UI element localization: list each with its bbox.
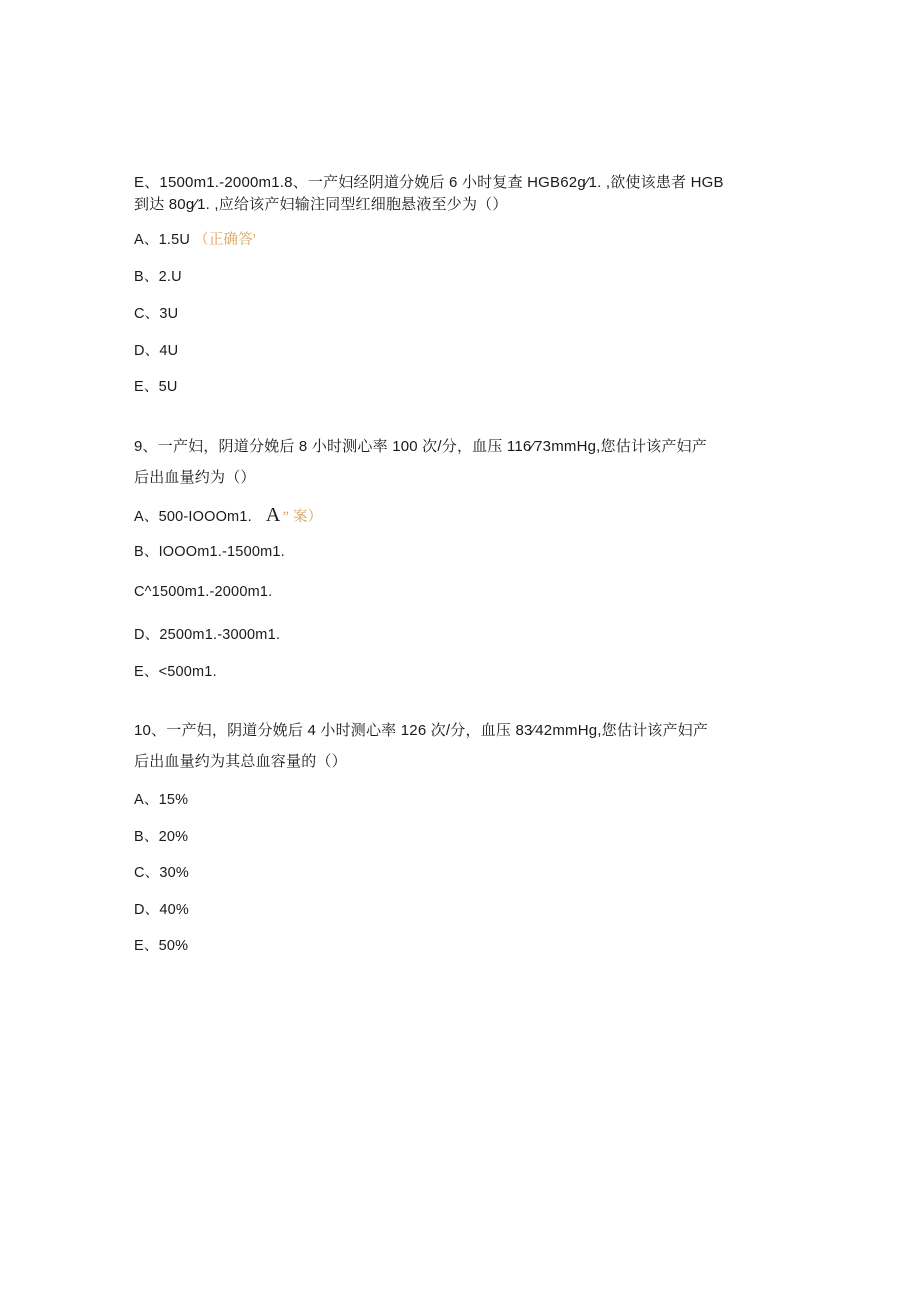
q8-option-e: E、5U <box>134 379 178 395</box>
q8-option-c: C、3U <box>134 306 179 322</box>
option-text: A、500-IOOOm1. <box>134 509 252 525</box>
correct-answer-mark: ” 案） <box>282 509 323 525</box>
q8-option-a <box>134 230 774 250</box>
q8-stem-line1: E、1500m1.-2000m1.8、一产妇经阴道分娩后 6 小时复查 HGB62g⁄1. ,欲使该患者 HGB <box>134 174 724 191</box>
q9-option-b: B、IOOOm1.-1500m1. <box>134 544 285 560</box>
correct-answer-mark: （正确答’ <box>194 232 257 248</box>
option-text: A、1.5U <box>134 232 190 248</box>
q9-option-e: E、<500m1. <box>134 664 217 680</box>
q9-stem-line2: 后出血量约为（） <box>134 469 256 486</box>
q8-stem-line2: 到达 80g⁄1. ,应给该产妇输注同型红细胞悬液至少为（） <box>134 196 508 213</box>
q10-option-a: A、15% <box>134 792 189 808</box>
q8-option-b: B、2.U <box>134 269 182 285</box>
q10-stem-line1: 10、一产妇，阴道分娩后 4 小时测心率 126 次/分，血压 83⁄42mmHg,您估计该产妇产 <box>134 722 709 739</box>
q9-stem-line1: 9、一产妇，阴道分娩后 8 小时测心率 100 次/分，血压 116⁄73mmHg,您估计该产妇产 <box>134 438 707 455</box>
q10-option-e: E、50% <box>134 938 189 954</box>
q8-option-d: D、4U <box>134 343 179 359</box>
q10-option-b: B、20% <box>134 829 189 845</box>
q9-option-c: C^1500m1.-2000m1. <box>134 584 273 600</box>
answer-letter-mark: A <box>265 504 281 526</box>
q10-option-c: C、30% <box>134 865 189 881</box>
q10-option-d: D、40% <box>134 902 189 918</box>
q9-option-d: D、2500m1.-3000m1. <box>134 627 281 643</box>
q10-stem-line2: 后出血量约为其总血容量的（） <box>134 753 347 770</box>
q9-option-a <box>134 505 774 527</box>
